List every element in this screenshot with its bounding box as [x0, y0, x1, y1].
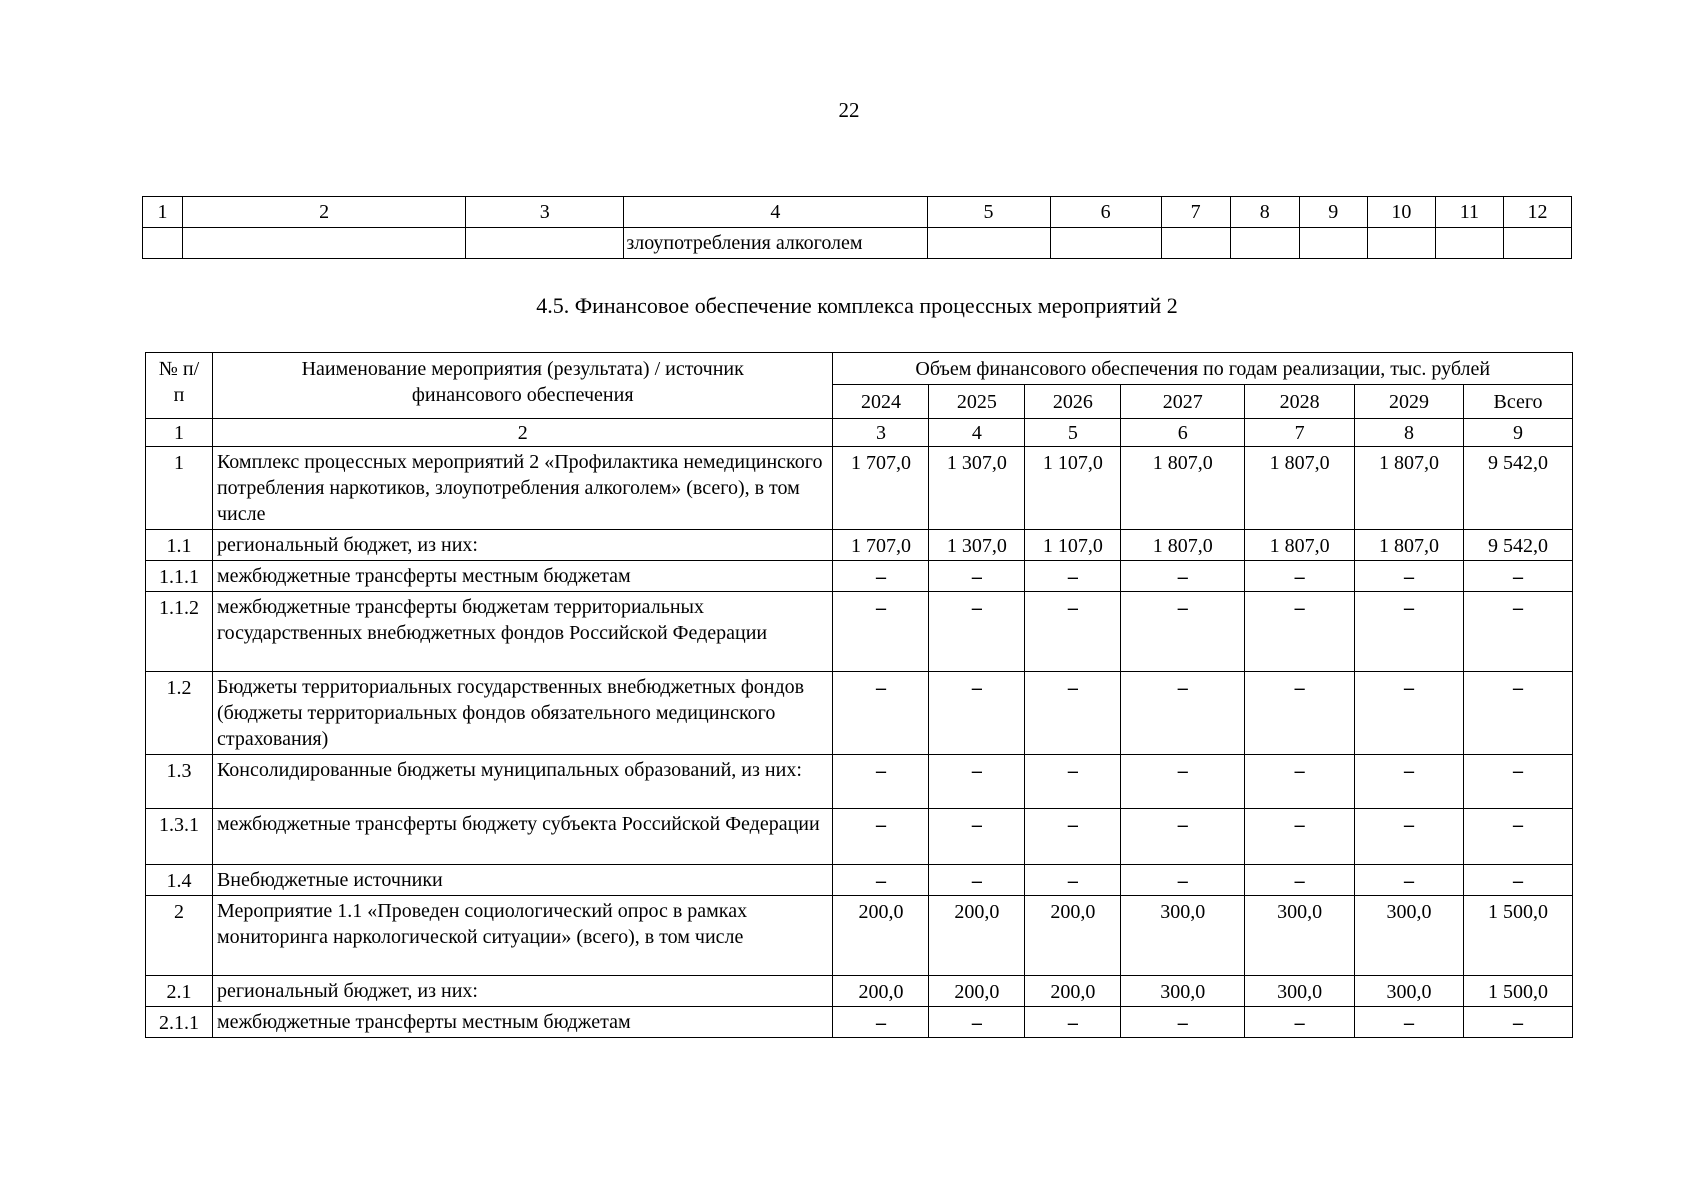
value-cell: –: [1025, 592, 1121, 672]
row-number: 1.4: [146, 865, 213, 896]
value-cell: –: [1245, 561, 1355, 592]
value-cell: 1 807,0: [1245, 530, 1355, 561]
value-cell: 200,0: [833, 896, 929, 976]
column-index-cell: 4: [929, 419, 1025, 447]
value-cell: –: [1121, 809, 1245, 865]
value-cell: –: [1464, 672, 1573, 755]
value-cell: –: [1464, 561, 1573, 592]
previous-table-continuation: [142, 196, 1572, 259]
value-cell: 1 307,0: [929, 447, 1025, 530]
group-header: Объем финансового обеспечения по годам реализации, тыс. рублей: [833, 353, 1573, 385]
table-row: [146, 561, 1573, 592]
row-name: региональный бюджет, из них:: [212, 530, 833, 561]
row-number: 1.1.2: [146, 592, 213, 672]
value-cell: 300,0: [1121, 976, 1245, 1007]
row-name: Мероприятие 1.1 «Проведен социологический опрос в рамках мониторинга наркологической ситуации» (всего), в том числе: [212, 896, 833, 976]
table-row: [146, 592, 1573, 672]
financing-table: [145, 352, 1573, 1038]
row-name: межбюджетные трансферты местным бюджетам: [212, 1007, 833, 1038]
value-cell: –: [1025, 755, 1121, 809]
value-cell: –: [1121, 672, 1245, 755]
continuation-row: [143, 228, 1572, 259]
table-row: [146, 1007, 1573, 1038]
value-cell: –: [929, 561, 1025, 592]
value-cell: 1 807,0: [1245, 447, 1355, 530]
value-cell: 300,0: [1245, 896, 1355, 976]
row-number: 1.3.1: [146, 809, 213, 865]
row-number: 1: [146, 447, 213, 530]
column-index-cell: 2: [183, 197, 466, 228]
row-name: Внебюджетные источники: [212, 865, 833, 896]
column-index-cell: 3: [466, 197, 624, 228]
row-number: 1.1: [146, 530, 213, 561]
value-cell: –: [1025, 1007, 1121, 1038]
value-cell: 1 807,0: [1355, 530, 1464, 561]
value-cell: –: [1025, 561, 1121, 592]
year-header: 2024: [833, 385, 929, 419]
column-index-cell: 11: [1435, 197, 1503, 228]
value-cell: –: [1355, 809, 1464, 865]
value-cell: –: [1464, 1007, 1573, 1038]
column-index-cell: 12: [1503, 197, 1571, 228]
column-index-cell: 9: [1299, 197, 1367, 228]
value-cell: 1 107,0: [1025, 447, 1121, 530]
value-cell: –: [1355, 561, 1464, 592]
value-cell: 1 707,0: [833, 530, 929, 561]
value-cell: –: [1245, 672, 1355, 755]
table-row: [146, 865, 1573, 896]
value-cell: –: [929, 1007, 1025, 1038]
row-name: межбюджетные трансферты местным бюджетам: [212, 561, 833, 592]
value-cell: –: [1121, 561, 1245, 592]
value-cell: 300,0: [1121, 896, 1245, 976]
value-cell: 1 307,0: [929, 530, 1025, 561]
row-number: 1.1.1: [146, 561, 213, 592]
value-cell: –: [1121, 865, 1245, 896]
year-header: 2026: [1025, 385, 1121, 419]
column-index-row: [146, 419, 1573, 447]
row-name: межбюджетные трансферты бюджету субъекта Российской Федерации: [212, 809, 833, 865]
table-row: [146, 896, 1573, 976]
value-cell: 300,0: [1355, 896, 1464, 976]
value-cell: –: [1121, 755, 1245, 809]
column-index-cell: 2: [212, 419, 833, 447]
value-cell: 200,0: [929, 896, 1025, 976]
column-index-cell: 1: [143, 197, 183, 228]
column-index-cell: 8: [1355, 419, 1464, 447]
col-num-header: № п/п: [146, 353, 213, 419]
column-index-cell: 7: [1161, 197, 1230, 228]
value-cell: 300,0: [1355, 976, 1464, 1007]
row-name: региональный бюджет, из них:: [212, 976, 833, 1007]
section-title: 4.5. Финансовое обеспечение комплекса процессных мероприятий 2: [536, 293, 1178, 318]
table-row: [146, 755, 1573, 809]
value-cell: –: [929, 672, 1025, 755]
table-row: [146, 809, 1573, 865]
value-cell: –: [1464, 865, 1573, 896]
value-cell: 300,0: [1245, 976, 1355, 1007]
year-header: 2027: [1121, 385, 1245, 419]
value-cell: 200,0: [833, 976, 929, 1007]
table-row: [146, 447, 1573, 530]
page-number: 22: [838, 98, 860, 122]
value-cell: –: [1245, 865, 1355, 896]
value-cell: 1 107,0: [1025, 530, 1121, 561]
value-cell: –: [833, 755, 929, 809]
table-row: [146, 976, 1573, 1007]
column-index-cell: 4: [624, 197, 927, 228]
value-cell: –: [833, 561, 929, 592]
value-cell: 200,0: [929, 976, 1025, 1007]
year-header: 2028: [1245, 385, 1355, 419]
value-cell: –: [833, 809, 929, 865]
value-cell: –: [1245, 809, 1355, 865]
value-cell: 1 807,0: [1121, 530, 1245, 561]
value-cell: –: [833, 1007, 929, 1038]
value-cell: –: [1245, 755, 1355, 809]
row-number: 2.1.1: [146, 1007, 213, 1038]
column-index-cell: 8: [1230, 197, 1299, 228]
value-cell: 9 542,0: [1464, 530, 1573, 561]
value-cell: 1 707,0: [833, 447, 929, 530]
value-cell: 1 807,0: [1121, 447, 1245, 530]
margin-stamp: [46, 205, 116, 425]
year-header: Всего: [1464, 385, 1573, 419]
row-name: межбюджетные трансферты бюджетам территориальных государственных внебюджетных фондов Российской Федерации: [212, 592, 833, 672]
value-cell: –: [833, 592, 929, 672]
column-index-cell: 5: [1025, 419, 1121, 447]
value-cell: –: [1355, 592, 1464, 672]
value-cell: –: [833, 672, 929, 755]
column-index-row: [143, 197, 1572, 228]
continuation-text: злоупотребления алкоголем: [624, 228, 927, 259]
value-cell: –: [1355, 672, 1464, 755]
table-row: [146, 530, 1573, 561]
value-cell: –: [929, 592, 1025, 672]
value-cell: 200,0: [1025, 896, 1121, 976]
column-index-cell: 5: [927, 197, 1050, 228]
year-header: 2025: [929, 385, 1025, 419]
value-cell: 1 500,0: [1464, 976, 1573, 1007]
row-number: 1.2: [146, 672, 213, 755]
value-cell: 9 542,0: [1464, 447, 1573, 530]
table-row: [146, 672, 1573, 755]
value-cell: –: [1355, 755, 1464, 809]
value-cell: –: [1464, 592, 1573, 672]
row-name: Консолидированные бюджеты муниципальных образований, из них:: [212, 755, 833, 809]
column-index-cell: 1: [146, 419, 213, 447]
value-cell: –: [1025, 809, 1121, 865]
row-number: 1.3: [146, 755, 213, 809]
value-cell: –: [1355, 1007, 1464, 1038]
column-index-cell: 7: [1245, 419, 1355, 447]
value-cell: –: [1025, 865, 1121, 896]
value-cell: 1 500,0: [1464, 896, 1573, 976]
value-cell: –: [929, 809, 1025, 865]
value-cell: –: [1355, 865, 1464, 896]
value-cell: –: [1464, 809, 1573, 865]
row-number: 2.1: [146, 976, 213, 1007]
column-index-cell: 6: [1121, 419, 1245, 447]
value-cell: –: [1245, 1007, 1355, 1038]
value-cell: –: [929, 865, 1025, 896]
value-cell: 200,0: [1025, 976, 1121, 1007]
value-cell: 1 807,0: [1355, 447, 1464, 530]
column-index-cell: 6: [1050, 197, 1161, 228]
row-number: 2: [146, 896, 213, 976]
value-cell: –: [833, 865, 929, 896]
value-cell: –: [1025, 672, 1121, 755]
row-name: Комплекс процессных мероприятий 2 «Профилактика немедицинского потребления наркотиков, злоупотребления алкоголем» (всего), в том числе: [212, 447, 833, 530]
year-header: 2029: [1355, 385, 1464, 419]
value-cell: –: [1245, 592, 1355, 672]
value-cell: –: [929, 755, 1025, 809]
row-name: Бюджеты территориальных государственных внебюджетных фондов (бюджеты территориальных фондов обязательного медицинского страхования): [212, 672, 833, 755]
column-index-cell: 9: [1464, 419, 1573, 447]
value-cell: –: [1121, 592, 1245, 672]
value-cell: –: [1121, 1007, 1245, 1038]
column-index-cell: 10: [1367, 197, 1435, 228]
value-cell: –: [1464, 755, 1573, 809]
column-index-cell: 3: [833, 419, 929, 447]
col-name-header: Наименование мероприятия (результата) / источник финансового обеспечения: [212, 353, 833, 419]
